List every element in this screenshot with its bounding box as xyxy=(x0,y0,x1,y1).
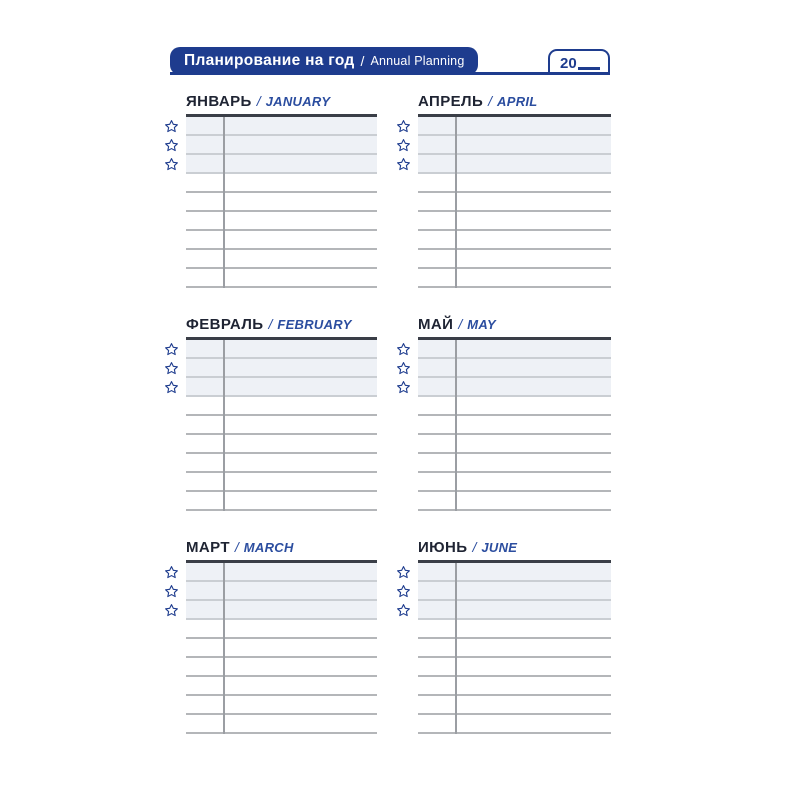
column-divider-line xyxy=(455,117,457,288)
page-title-ru: Планирование на год xyxy=(184,51,355,69)
entry-row xyxy=(186,193,377,212)
entry-row xyxy=(418,435,611,454)
months-column-left xyxy=(186,93,377,762)
star-icon xyxy=(164,138,179,153)
month-name-en: MAY xyxy=(467,317,497,332)
column-divider-line xyxy=(223,340,225,511)
entry-row xyxy=(186,658,377,677)
month-title-separator: / xyxy=(234,539,239,555)
entry-row xyxy=(418,677,611,696)
entry-row xyxy=(418,715,611,734)
month-name-en: JANUARY xyxy=(265,94,331,109)
month-title xyxy=(418,316,611,334)
priority-entry-row xyxy=(418,136,611,155)
priority-entry-row xyxy=(186,117,377,136)
month-block-january xyxy=(186,93,377,288)
star-icon xyxy=(164,565,179,580)
month-name-ru: АПРЕЛЬ xyxy=(418,93,484,110)
column-divider-line xyxy=(455,563,457,734)
priority-entry-row xyxy=(186,378,377,397)
entry-row xyxy=(418,454,611,473)
entry-row xyxy=(186,454,377,473)
column-divider-line xyxy=(455,340,457,511)
priority-entry-row xyxy=(418,582,611,601)
month-title-separator: / xyxy=(488,93,493,109)
month-block-february xyxy=(186,316,377,511)
month-entry-table xyxy=(186,117,377,288)
priority-entry-row xyxy=(418,155,611,174)
entry-row xyxy=(186,715,377,734)
entry-row xyxy=(186,397,377,416)
star-icon xyxy=(396,584,411,599)
month-entry-table xyxy=(186,340,377,511)
star-icon xyxy=(396,119,411,134)
priority-entry-row xyxy=(186,136,377,155)
month-name-ru: ЯНВАРЬ xyxy=(186,93,252,110)
entry-row xyxy=(418,174,611,193)
month-title xyxy=(186,539,377,557)
star-icon xyxy=(396,361,411,376)
star-icon xyxy=(164,584,179,599)
entry-row xyxy=(418,193,611,212)
priority-entry-row xyxy=(418,117,611,136)
column-divider-line xyxy=(223,117,225,288)
entry-row xyxy=(186,250,377,269)
month-name-en: MARCH xyxy=(243,540,294,555)
entry-row xyxy=(186,677,377,696)
month-title-separator: / xyxy=(458,316,463,332)
entry-row xyxy=(418,658,611,677)
star-icon xyxy=(164,603,179,618)
month-name-en: FEBRUARY xyxy=(277,317,352,332)
year-prefix: 20 xyxy=(560,55,577,72)
month-entry-table xyxy=(186,563,377,734)
entry-row xyxy=(418,696,611,715)
entry-row xyxy=(186,492,377,511)
month-name-ru: МАРТ xyxy=(186,539,230,556)
priority-entry-row xyxy=(186,563,377,582)
page-header xyxy=(170,47,610,75)
priority-entry-row xyxy=(418,378,611,397)
entry-row xyxy=(418,397,611,416)
month-title-separator: / xyxy=(268,316,273,332)
priority-entry-row xyxy=(186,601,377,620)
entry-row xyxy=(418,269,611,288)
star-icon xyxy=(396,565,411,580)
entry-row xyxy=(418,250,611,269)
month-block-june xyxy=(418,539,611,734)
star-icon xyxy=(396,157,411,172)
month-block-april xyxy=(418,93,611,288)
priority-entry-row xyxy=(186,340,377,359)
priority-entry-row xyxy=(418,359,611,378)
star-icon xyxy=(164,361,179,376)
entry-row xyxy=(186,416,377,435)
priority-entry-row xyxy=(186,359,377,378)
page-title-banner xyxy=(170,47,478,75)
entry-row xyxy=(186,696,377,715)
star-icon xyxy=(396,138,411,153)
month-name-ru: МАЙ xyxy=(418,316,454,333)
year-blank-line xyxy=(578,67,600,70)
entry-row xyxy=(418,639,611,658)
entry-row xyxy=(186,435,377,454)
month-entry-table xyxy=(418,340,611,511)
month-block-may xyxy=(418,316,611,511)
star-icon xyxy=(396,603,411,618)
month-title-separator: / xyxy=(472,539,477,555)
star-icon xyxy=(164,342,179,357)
entry-row xyxy=(418,416,611,435)
entry-row xyxy=(418,620,611,639)
priority-entry-row xyxy=(418,340,611,359)
priority-entry-row xyxy=(186,155,377,174)
entry-row xyxy=(186,620,377,639)
month-title xyxy=(418,539,611,557)
column-divider-line xyxy=(223,563,225,734)
entry-row xyxy=(186,231,377,250)
month-entry-table xyxy=(418,117,611,288)
month-name-en: JUNE xyxy=(481,540,518,555)
page-title-en: Annual Planning xyxy=(370,53,465,68)
page-title-separator: / xyxy=(360,52,365,69)
star-icon xyxy=(396,380,411,395)
star-icon xyxy=(164,380,179,395)
entry-row xyxy=(418,473,611,492)
month-title xyxy=(186,316,377,334)
month-entry-table xyxy=(418,563,611,734)
month-name-ru: ИЮНЬ xyxy=(418,539,468,556)
entry-row xyxy=(418,492,611,511)
priority-entry-row xyxy=(418,563,611,582)
entry-row xyxy=(186,473,377,492)
entry-row xyxy=(418,231,611,250)
month-title xyxy=(186,93,377,111)
month-title-separator: / xyxy=(256,93,261,109)
priority-entry-row xyxy=(186,582,377,601)
month-name-ru: ФЕВРАЛЬ xyxy=(186,316,264,333)
months-column-right xyxy=(418,93,611,762)
entry-row xyxy=(418,212,611,231)
month-name-en: APRIL xyxy=(497,94,538,109)
entry-row xyxy=(186,269,377,288)
entry-row xyxy=(186,174,377,193)
entry-row xyxy=(186,212,377,231)
month-title xyxy=(418,93,611,111)
entry-row xyxy=(186,639,377,658)
star-icon xyxy=(164,119,179,134)
star-icon xyxy=(396,342,411,357)
month-block-march xyxy=(186,539,377,734)
priority-entry-row xyxy=(418,601,611,620)
star-icon xyxy=(164,157,179,172)
